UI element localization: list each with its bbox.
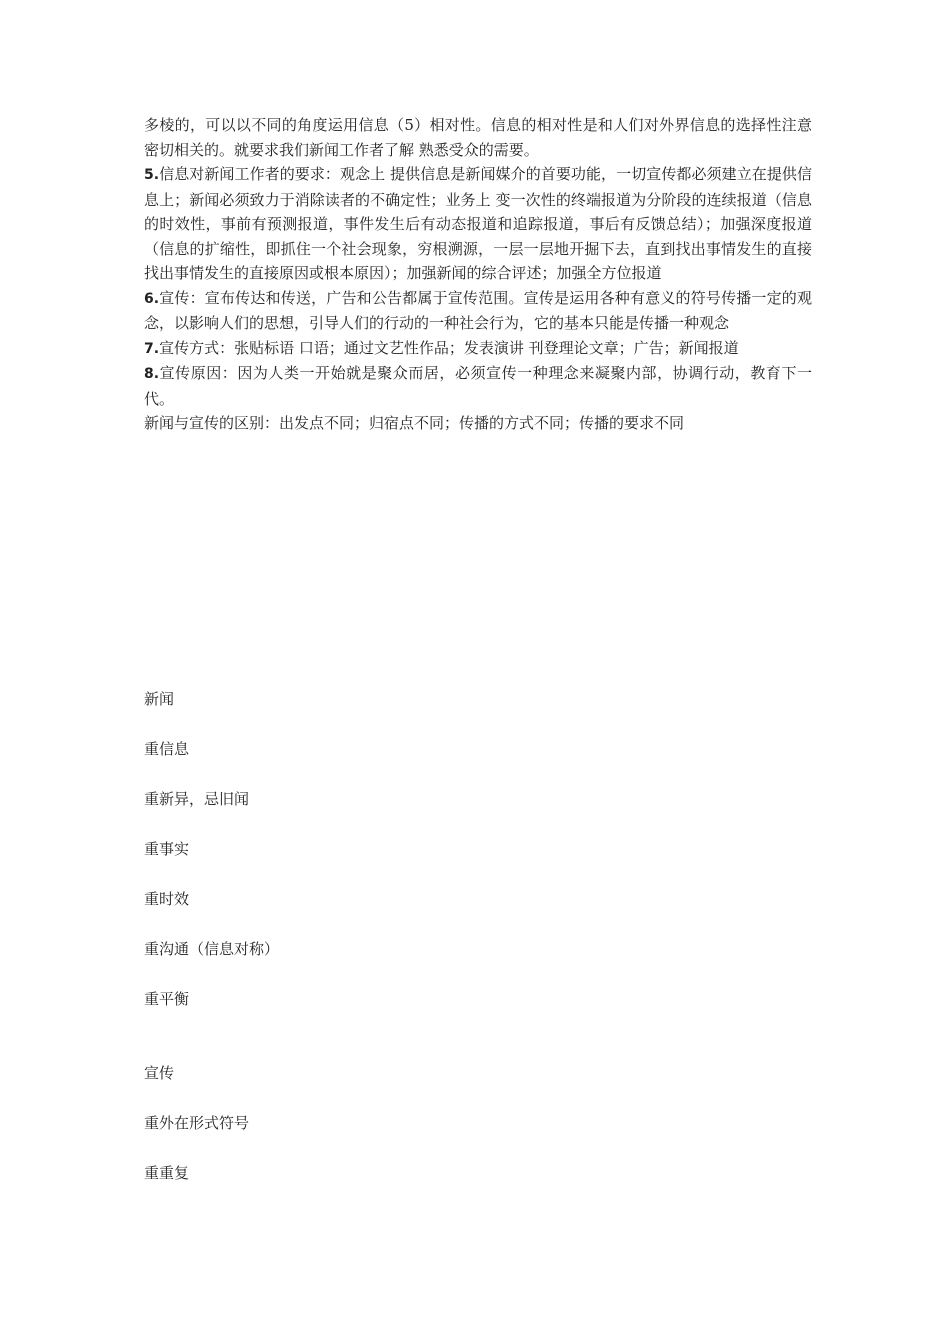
propaganda-heading: 宣传 <box>144 1064 175 1082</box>
paragraph-5 <box>144 162 812 286</box>
paragraph-7 <box>144 336 812 362</box>
paragraph-number: 8. <box>144 366 160 382</box>
news-list-item: 重平衡 <box>144 990 190 1008</box>
paragraph-text: 宣传：宣布传达和传送，广告和公告都属于宣传范围。宣传是运用各种有意义的符号传播一定的观念，以影响人们的思想，引导人们的行动的一种社会行为，它的基本只能是传播一种观念 <box>144 288 812 332</box>
paragraph-8 <box>144 361 812 411</box>
paragraph-number: 5. <box>144 167 160 183</box>
paragraph-difference <box>144 411 812 436</box>
paragraph-text: 宣传原因：因为人类一开始就是聚众而居，必须宣传一种理念来凝聚内部，协调行动，教育下一代。 <box>144 364 812 408</box>
news-list-item: 重信息 <box>144 740 190 758</box>
news-list-item: 重沟通（信息对称） <box>144 940 280 958</box>
news-list-item: 重新异，忌旧闻 <box>144 790 250 808</box>
propaganda-list-item: 重外在形式符号 <box>144 1114 250 1132</box>
paragraph-continuation <box>144 113 812 162</box>
paragraph-6 <box>144 286 812 336</box>
document-body <box>144 113 812 436</box>
paragraph-text: 新闻与宣传的区别：出发点不同；归宿点不同；传播的方式不同；传播的要求不同 <box>144 414 685 432</box>
paragraph-text: 信息对新闻工作者的要求：观念上 提供信息是新闻媒介的首要功能，一切宣传都必须建立在提供信息上；新闻必须致力于消除读者的不确定性；业务上 变一次性的终端报道为分阶段的连续报道（信息的时效性，事前有预测报道，事件发生后有动态报道和追踪报道，事后有反馈总结）；加强深度报道（信息的扩缩性，即抓住一个社会现象，穷根溯源，一层一层地开掘下去，直到找出事情发生的直接找出事情发生的直接原因或根本原因）；加强新闻的综合评述；加强全方位报道 <box>144 165 812 282</box>
news-list-item: 重事实 <box>144 840 190 858</box>
paragraph-number: 7. <box>144 340 160 357</box>
propaganda-list-item: 重重复 <box>144 1164 190 1182</box>
paragraph-text: 多棱的，可以以不同的角度运用信息（5）相对性。信息的相对性是和人们对外界信息的选择性注意密切相关的。就要求我们新闻工作者了解 熟悉受众的需要。 <box>144 116 812 159</box>
news-heading: 新闻 <box>144 690 175 708</box>
paragraph-text: 宣传方式：张贴标语 口语；通过文艺性作品；发表演讲 刊登理论文章；广告；新闻报道 <box>159 338 739 357</box>
paragraph-number: 6. <box>144 290 160 307</box>
news-list-item: 重时效 <box>144 890 190 908</box>
